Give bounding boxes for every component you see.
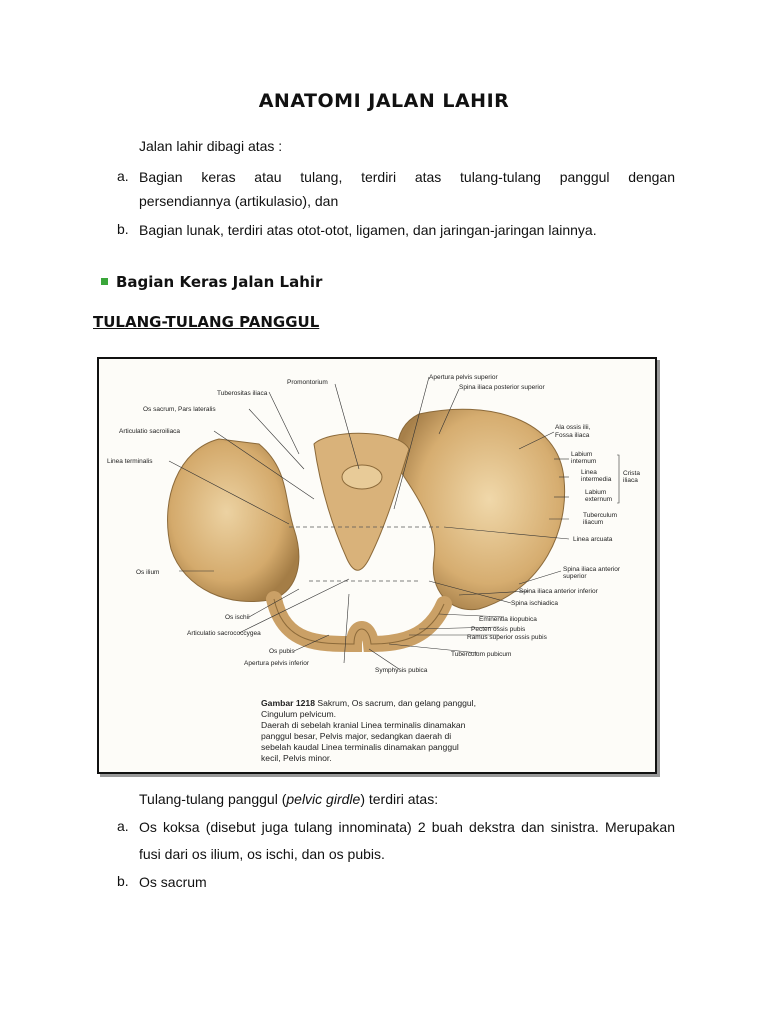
label-crista-iliaca-1: Crista [623,470,640,477]
label-os-sacrum-pars: Os sacrum, Pars lateralis [143,406,216,413]
list2-item-b: Os sacrum [139,874,207,890]
label-apertura-pelvis-inferior: Apertura pelvis inferior [244,660,310,667]
section-heading [101,273,322,291]
label-fossa-iliaca: Fossa iliaca [555,432,590,439]
list1-item-a-line2: persendiannya (artikulasio), dan [139,193,339,209]
label-apertura-pelvis-superior: Apertura pelvis superior [429,374,498,381]
label-spina-iliaca-anterior-inferior: Spina iliaca anterior inferior [519,588,598,595]
label-os-ilium: Os ilium [136,569,160,576]
label-tuberculum-iliacum-2: iliacum [583,519,604,526]
intro2-emphasis: pelvic girdle [286,791,361,807]
list1-item-a-line1: Bagian keras atau tulang, terdiri atas tulang-tulang panggul dengan [139,169,675,185]
label-spina-ischiadica: Spina ischiadica [511,600,558,607]
caption-line4: panggul besar, Pelvis major, sedangkan daerah di [261,731,452,741]
label-linea-arcuata: Linea arcuata [573,536,613,543]
intro2-part-a: Tulang-tulang panggul ( [139,791,287,807]
intro-text: Jalan lahir dibagi atas : [139,138,283,154]
label-spina-iliaca-anterior-superior-1: Spina iliaca anterior [563,566,621,573]
label-spina-iliaca-anterior-superior-2: superior [563,573,587,580]
list1-label-a: a. [117,168,129,184]
figure-caption [261,698,521,764]
bullet-icon [101,278,108,285]
caption-line6: kecil, Pelvis minor. [261,753,332,763]
label-ramus-superior-ossis-pubis: Ramus superior ossis pubis [467,634,547,641]
caption-line5: sebelah kaudal Linea terminalis dinamakan panggul [261,742,459,752]
caption-line2: Cingulum pelvicum. [261,709,336,719]
label-labium-internum-1: Labium [571,451,593,458]
label-articulatio-sacrococcygea: Articulatio sacrococcygea [187,630,261,637]
list1-item-b: Bagian lunak, terdiri atas otot-otot, ligamen, dan jaringan-jaringan lainnya. [139,222,597,238]
label-symphysis-pubica: Symphysis pubica [375,667,428,674]
label-os-ischii: Os ischii [225,614,250,621]
label-tuberculum-iliacum-1: Tuberculum [583,512,618,519]
list2-item-a-line2: fusi dari os ilium, os ischi, dan os pubis. [139,846,385,862]
label-tuberositas-iliaca: Tuberositas iliaca [217,390,268,397]
subheading: TULANG-TULANG PANGGUL [93,313,320,331]
label-promontorium: Promontorium [287,379,328,386]
page-title: ANATOMI JALAN LAHIR [258,90,510,112]
label-labium-internum-2: internum [571,458,597,465]
list2-label-b: b. [117,873,129,889]
label-labium-externum-1: Labium [585,489,607,496]
intro2-text [139,790,438,808]
section-heading-text: Bagian Keras Jalan Lahir [116,273,323,291]
label-labium-externum-2: externum [585,496,613,503]
label-linea-terminalis: Linea terminalis [107,458,153,465]
label-os-pubis: Os pubis [269,648,295,655]
label-linea-intermedia-1: Linea [581,469,597,476]
pelvis-figure [97,357,657,774]
label-crista-iliaca-2: iliaca [623,477,638,484]
list2-item-a-line1: Os koksa (disebut juga tulang innominata) 2 buah dekstra dan sinistra. Merupakan [139,819,675,835]
label-articulatio-sacroiliaca: Articulatio sacroiliaca [119,428,181,435]
list1-label-b: b. [117,221,129,237]
label-ala-ossis-ilii: Ala ossis ilii, [555,424,591,431]
intro2-part-b: ) terdiri atas: [360,791,439,807]
caption-line3: Daerah di sebelah kranial Linea terminalis dinamakan [261,720,466,730]
label-tuberculum-pubicum: Tuberculum pubicum [451,651,512,658]
caption-number: Gambar 1218 [261,698,315,708]
label-eminentia-iliopubica: Eminentia iliopubica [479,616,537,623]
label-linea-intermedia-2: intermedia [581,476,612,483]
label-pecten-ossis-pubis: Pecten ossis pubis [471,626,526,633]
label-spina-iliaca-posterior-superior: Spina iliaca posterior superior [459,384,545,391]
list2-label-a: a. [117,818,129,834]
caption-line1: Sakrum, Os sacrum, dan gelang panggul, [317,698,476,708]
